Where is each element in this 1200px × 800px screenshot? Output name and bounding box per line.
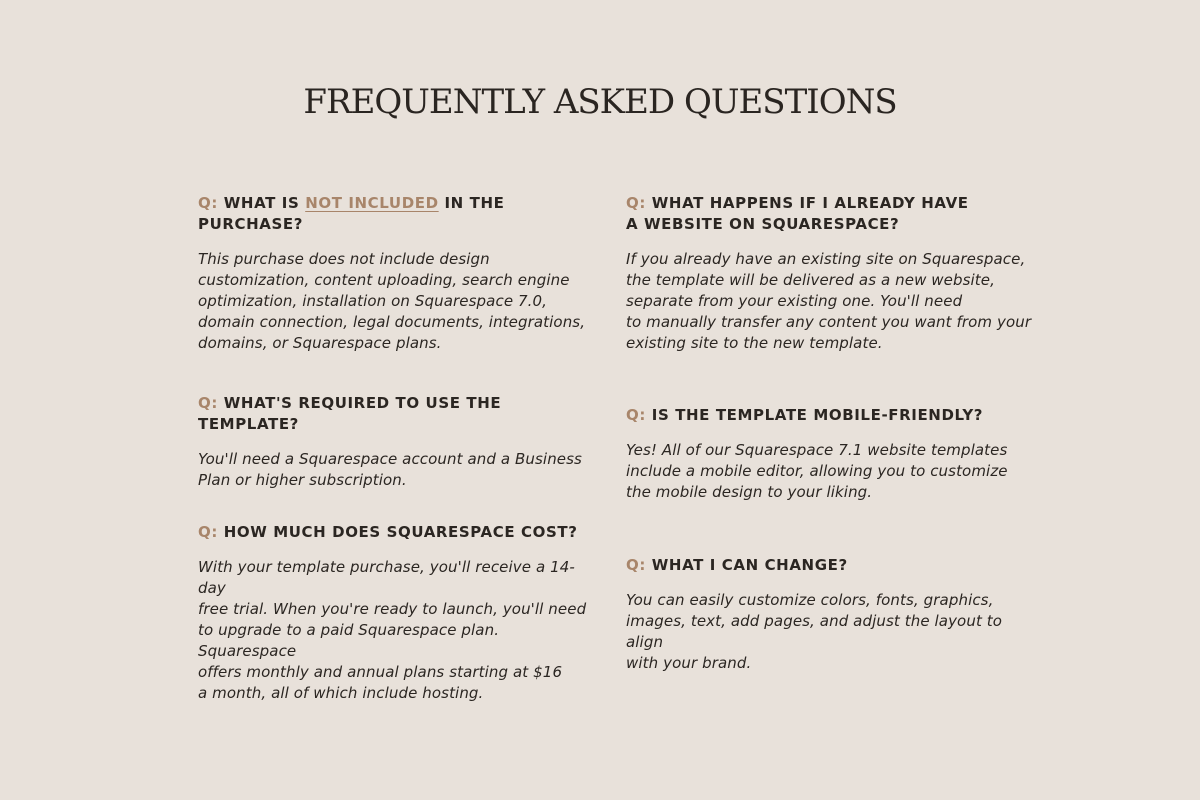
faq-answer: You can easily customize colors, fonts, graphics, images, text, add pages, and adjust the layout to align with your brand.	[626, 591, 1003, 672]
faq-item-not-included	[198, 193, 598, 354]
faq-item-requirements	[198, 393, 598, 491]
faq-item-existing-website	[626, 193, 1036, 354]
faq-question: Q: WHAT I CAN CHANGE?	[626, 556, 848, 574]
faq-question: Q: WHAT'S REQUIRED TO USE THE TEMPLATE?	[198, 394, 502, 433]
faq-answer: Yes! All of our Squarespace 7.1 website templates include a mobile editor, allowing you to customize the mobile design to your liking.	[626, 441, 1008, 501]
faq-question: Q: HOW MUCH DOES SQUARESPACE COST?	[198, 523, 578, 541]
q-prefix: Q:	[198, 194, 218, 212]
faq-question: Q: IS THE TEMPLATE MOBILE-FRIENDLY?	[626, 406, 984, 424]
faq-answer: This purchase does not include design customization, content uploading, search engine optimization, installation on Squarespace 7.0, domain connection, legal documents, integrations, domains, or Squarespace plans.	[198, 250, 586, 352]
faq-item-what-can-change	[626, 555, 1036, 674]
faq-question: Q: WHAT IS NOT INCLUDED IN THE PURCHASE?	[198, 194, 505, 233]
q-prefix: Q:	[198, 523, 218, 541]
faq-answer: With your template purchase, you'll receive a 14-day free trial. When you're ready to launch, you'll need to upgrade to a paid Squarespace plan. Squarespace offers monthly and annual plans starting at $16 a month, all of which include hosting.	[198, 558, 587, 702]
q-prefix: Q:	[626, 194, 646, 212]
not-included-link[interactable]: NOT INCLUDED	[305, 194, 439, 212]
page-title: FREQUENTLY ASKED QUESTIONS	[303, 82, 897, 122]
faq-answer: If you already have an existing site on Squarespace, the template will be delivered as a new website, separate from your existing one. You'll need to manually transfer any content you want from your existing site to the new template.	[626, 250, 1032, 352]
q-prefix: Q:	[198, 394, 218, 412]
faq-item-mobile-friendly	[626, 405, 1036, 503]
faq-question: Q: WHAT HAPPENS IF I ALREADY HAVE A WEBSITE ON SQUARESPACE?	[626, 194, 969, 233]
q-prefix: Q:	[626, 406, 646, 424]
faq-answer: You'll need a Squarespace account and a Business Plan or higher subscription.	[198, 450, 582, 489]
q-prefix: Q:	[626, 556, 646, 574]
faq-item-cost	[198, 522, 598, 704]
